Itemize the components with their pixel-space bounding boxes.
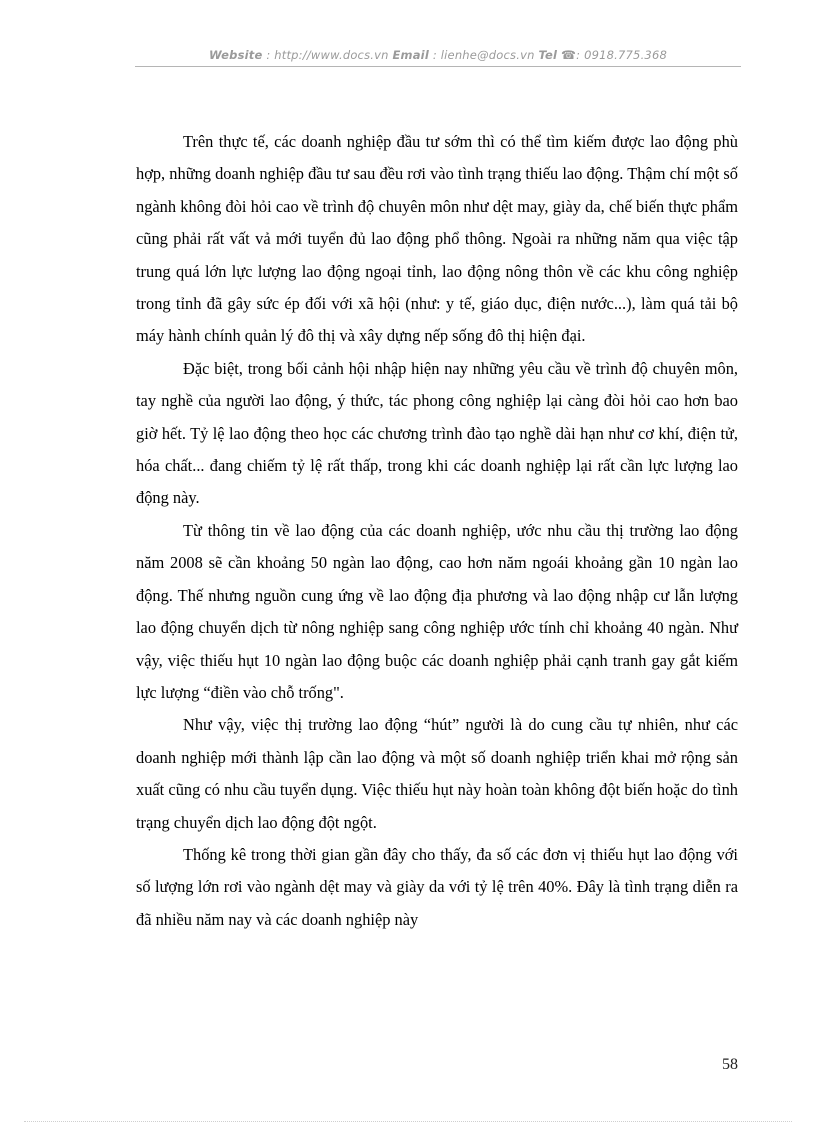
paragraph: Từ thông tin về lao động của các doanh nghiệp, ước nhu cầu thị trường lao động năm 2008 sẽ cần khoảng 50 ngàn lao động, cao hơn năm ngoái khoảng gần 10 ngàn lao động. Thế nhưng nguồn cung ứng về lao động địa phương và lao động nhập cư lẫn lượng lao động chuyển dịch từ nông nghiệp sang công nghiệp ước tính chỉ khoảng 40 ngàn. Như vậy, việc thiếu hụt 10 ngàn lao động buộc các doanh nghiệp phải cạnh tranh gay gắt kiếm lực lượng “điền vào chỗ trống". <box>136 520 738 702</box>
page-header <box>135 48 741 62</box>
tel-label: Tel <box>538 48 558 62</box>
phone-icon: ☎ <box>561 48 577 62</box>
paragraph: Đặc biệt, trong bối cảnh hội nhập hiện nay những yêu cầu về trình độ chuyên môn, tay nghề của người lao động, ý thức, tác phong công nghiệp lại càng đòi hỏi cao hơn bao giờ hết. Tỷ lệ lao động theo học các chương trình đào tạo nghề dài hạn như cơ khí, điện tử, hóa chất... đang chiếm tỷ lệ rất thấp, trong khi các doanh nghiệp lại rất cần lực lượng lao động này. <box>136 358 738 508</box>
website-label: Website <box>209 48 263 62</box>
footer-divider <box>24 1121 792 1122</box>
tel-number: : 0918.775.368 <box>576 48 667 62</box>
paragraph: Trên thực tế, các doanh nghiệp đầu tư sớm thì có thể tìm kiếm được lao động phù hợp, những doanh nghiệp đầu tư sau đều rơi vào tình trạng thiếu lao động. Thậm chí một số ngành không đòi hỏi cao về trình độ chuyên môn như dệt may, giày da, chế biến thực phẩm cũng phải rất vất vả mới tuyển đủ lao động phổ thông. Ngoài ra những năm qua việc tập trung quá lớn lực lượng lao động ngoại tỉnh, lao động nông thôn về các khu công nghiệp trong tỉnh đã gây sức ép đối với xã hội (như: y tế, giáo dục, điện nước...), làm quá tải bộ máy hành chính quản lý đô thị và xây dựng nếp sống đô thị hiện đại. <box>136 132 738 346</box>
paragraph: Như vậy, việc thị trường lao động “hút” người là do cung cầu tự nhiên, như các doanh nghiệp mới thành lập cần lao động và một số doanh nghiệp triển khai mở rộng sản xuất cũng có nhu cầu tuyển dụng. Việc thiếu hụt này hoàn toàn không đột biến hoặc do tình trạng chuyển dịch lao động đột ngột. <box>136 715 738 832</box>
paragraph: Thống kê trong thời gian gần đây cho thấy, đa số các đơn vị thiếu hụt lao động với số lượng lớn rơi vào ngành dệt may và giày da với tỷ lệ trên 40%. Đây là tình trạng diễn ra đã nhiều năm nay và các doanh nghiệp này <box>136 844 738 929</box>
website-url: : http://www.docs.vn <box>266 48 389 62</box>
email-label: Email <box>392 48 429 62</box>
email-address: : lienhe@docs.vn <box>432 48 535 62</box>
body-text <box>136 126 738 936</box>
header-divider <box>135 66 741 67</box>
page-number: 58 <box>722 1056 738 1073</box>
